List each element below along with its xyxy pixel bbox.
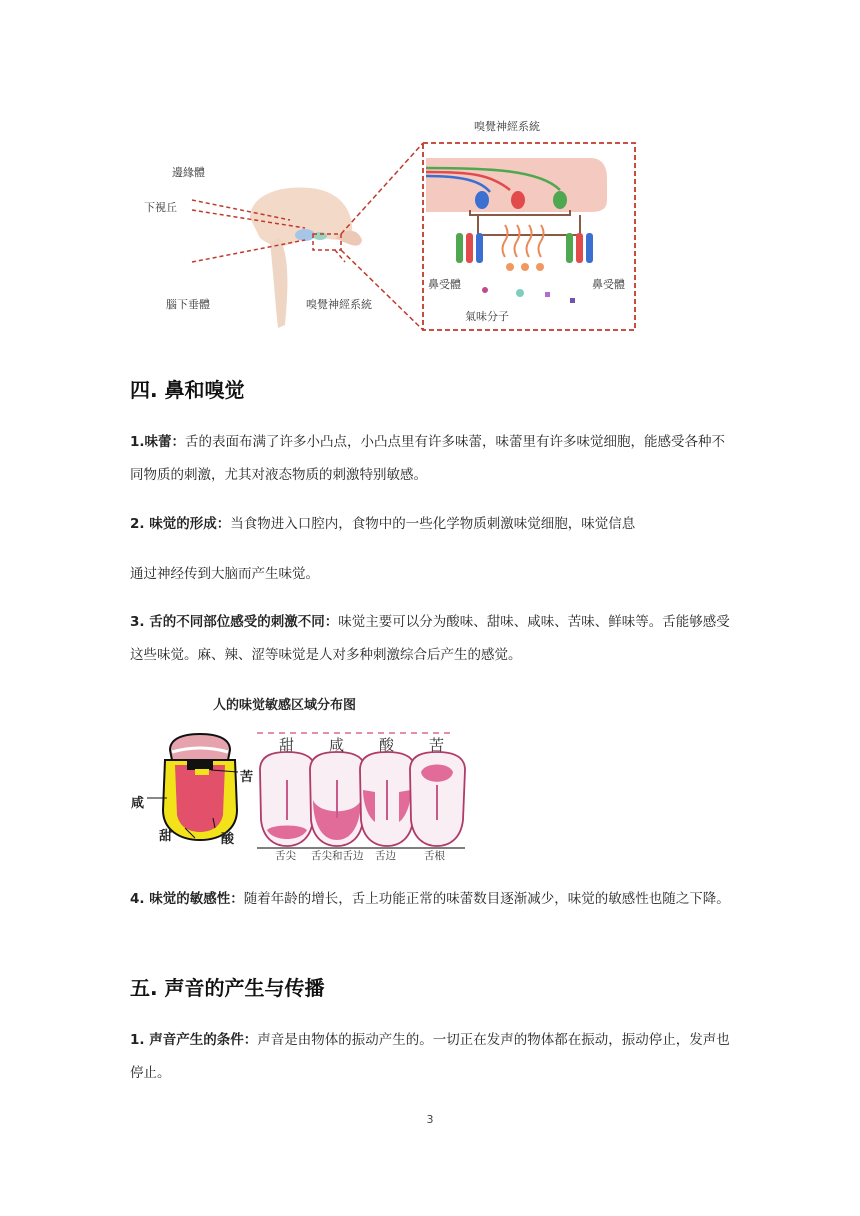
paragraph-taste-sensitivity — [130, 883, 735, 916]
label-pituitary: 腦下垂體 — [166, 298, 210, 311]
column-header-sweet: 甜 — [279, 736, 295, 754]
section-heading-nose: 四. 鼻和嗅觉 — [130, 378, 245, 402]
paragraph-label: 2. 味觉的形成： — [130, 516, 231, 532]
label-sweet: 甜 — [159, 829, 173, 844]
paragraph-text: 随着年龄的增长，舌上功能正常的味蕾数目逐渐减少，味觉的敏感性也随之下降。 — [243, 891, 730, 907]
paragraph-label: 1.味蕾： — [130, 434, 186, 450]
paragraph-tongue-regions — [130, 606, 735, 672]
paragraph-text: 当食物进入口腔内，食物中的一些化学物质刺激味觉细胞，味觉信息 — [230, 516, 636, 532]
paragraph-text: 舌的表面布满了许多小凸点，小凸点里有许多味蕾，味蕾里有许多味觉细胞，能感受各种不同物质的刺激，尤其对液态物质的刺激特别敏感。 — [130, 434, 726, 483]
paragraph-label: 3. 舌的不同部位感受的刺激不同： — [130, 614, 339, 630]
column-header-sour: 酸 — [379, 736, 395, 754]
label-receptor-left: 鼻受體 — [428, 278, 461, 291]
taste-map-diagram — [125, 690, 470, 865]
taste-map-title: 人的味觉敏感区域分布图 — [213, 698, 357, 713]
region-tip: 舌尖 — [275, 850, 296, 862]
label-sour: 酸 — [221, 832, 235, 847]
taste-map-figure — [125, 690, 470, 865]
column-header-salty: 咸 — [329, 736, 345, 754]
label-odor-molecules: 氣味分子 — [465, 310, 509, 323]
label-receptor-right: 鼻受體 — [592, 278, 625, 291]
region-root: 舌根 — [424, 850, 445, 862]
paragraph-label: 4. 味觉的敏感性： — [130, 891, 244, 907]
paragraph-taste-formation — [130, 508, 735, 541]
label-olfactory-title: 嗅覺神經系統 — [474, 120, 540, 133]
label-salty: 咸 — [131, 796, 145, 811]
paragraph-text: 味觉主要可以分为酸味、甜味、咸味、苦味、鲜味等。舌能够感受这些味觉。麻、辣、涩等味觉是人对多种刺激综合后产生的感觉。 — [130, 614, 730, 663]
region-tip-and-sides: 舌尖和舌边 — [311, 850, 364, 862]
olfactory-figure — [130, 110, 650, 340]
paragraph-label: 1. 声音产生的条件： — [130, 1032, 258, 1048]
label-limbic: 邊緣體 — [172, 166, 205, 179]
region-sides: 舌边 — [375, 850, 396, 862]
paragraph-text: 声音是由物体的振动产生的。一切正在发声的物体都在振动，振动停止，发声也停止。 — [130, 1032, 730, 1081]
label-olfactory-system: 嗅覺神經系統 — [306, 298, 372, 311]
paragraph-sound-production — [130, 1024, 735, 1090]
paragraph-taste-buds — [130, 426, 735, 492]
label-hypothalamus: 下視丘 — [144, 201, 177, 214]
column-header-bitter: 苦 — [429, 736, 445, 754]
label-bitter: 苦 — [240, 770, 254, 785]
section-heading-sound: 五. 声音的产生与传播 — [130, 976, 325, 1000]
paragraph-taste-formation-cont: 通过神经传到大脑而产生味觉。 — [130, 566, 319, 582]
page-number: 3 — [426, 1113, 434, 1126]
